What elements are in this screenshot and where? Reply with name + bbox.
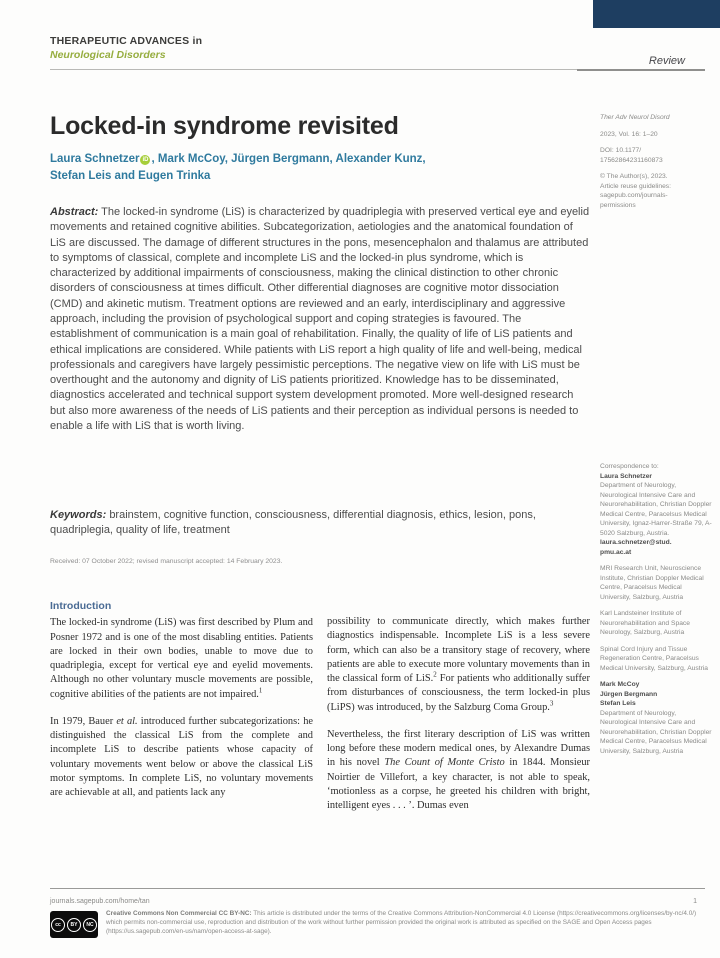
intro-paragraph-4: Nevertheless, the first literary description of LiS was written long before these modern medical ones, by Alexandre Dumas in his novel The Count of Monte Cristo in 1844. Monsieur Noirtier de Villefort, a key character, is not able to speak, ‘motionless as a corpse, he greeted his children with bright, intelligent eyes . . . ’. Dumas even xyxy=(327,728,590,811)
author-first: Laura Schnetzer xyxy=(50,153,140,165)
correspondence-address[interactable]: Correspondence to: Laura Schnetzer Department of Neurology, Neurological Intensive Care and Neurorehabilitation, Christian Doppler Medical Centre, Paracelsus Medical University, Ignaz-Harrer-Straße 79, A-5020 Salzburg, Austria. laura.schnetzer@stud. pmu.ac.at xyxy=(600,463,712,556)
affiliation-spinal-cord: Spinal Cord Injury and Tissue Regeneration Centre, Paracelsus Medical University, Salzburg, Austria xyxy=(600,645,709,672)
page-number: 1 xyxy=(693,898,697,905)
cc-nc-icon: NC xyxy=(83,918,97,932)
right-column xyxy=(327,599,590,826)
authors-line2: Stefan Leis and Eugen Trinka xyxy=(50,169,211,182)
affiliation-mri-unit: MRI Research Unit, Neuroscience Institute, Christian Doppler Medical Centre, Paracelsus Medical University, Salzburg, Austria xyxy=(600,565,704,601)
journal-series: THERAPEUTIC ADVANCES in xyxy=(50,35,203,47)
intro-paragraph-1: The locked-in syndrome (LiS) was first described by Plum and Posner 1972 and is one of the most disabling entities. Patients are locked in their own bodies, unable to move due to quadriplegia, except for vertical eye and eyelid movements. Although no other voluntary muscle movements are possible, cognitive abilities of the patients are not impaired.$^1$ xyxy=(50,617,313,700)
header-rule-accent xyxy=(577,69,705,71)
footer-rule xyxy=(50,888,705,889)
footer-journal-url[interactable]: journals.sagepub.com/home/tan xyxy=(50,898,150,905)
volume-issue: 2023, Vol. 16: 1–20 xyxy=(600,130,658,138)
journal-citation: Ther Adv Neurol Disord xyxy=(600,114,670,121)
cc-by-icon: BY xyxy=(67,918,81,932)
authors-line1-rest: , Mark McCoy, Jürgen Bergmann, Alexander Kunz, xyxy=(151,153,426,165)
body-columns xyxy=(50,599,590,826)
article-title: Locked-in syndrome revisited xyxy=(50,112,399,140)
author-names xyxy=(50,151,426,184)
article-type-label: Review xyxy=(648,55,685,67)
license-text xyxy=(106,910,706,937)
license-body: This article is distributed under the terms of the Creative Commons Attribution-NonCommercial 4.0 License (https://creativecommons.org/licenses/by-nc/4.0/) which permits non-commercial use, reproduction and distribution of the work without further permission provided the original work is attributed as specified on the SAGE and Open Access pages (https://us.sagepub.com/en-us/nam/open-access-at-sage). xyxy=(106,910,697,935)
orcid-icon[interactable]: iD xyxy=(142,157,149,163)
license-title: Creative Commons Non Commercial CC BY-NC: xyxy=(106,910,252,917)
margin-sidebar xyxy=(600,113,712,755)
coauthor-affiliations: Mark McCoy Jürgen Bergmann Stefan Leis Department of Neurology, Neurological Intensive Care and Neurorehabilitation, Christian Doppler Medical Centre, Paracelsus Medical University, Salzburg, Austria xyxy=(600,681,712,755)
intro-paragraph-2: In 1979, Bauer et al. introduced further subcategorizations: he distinguished the classical LiS from the complete and incomplete LiS to describe patients whose capacity of voluntary movements went below or above the classical LiS motor symptoms. In complete LiS, no voluntary movements are achievable at all, and patients lack any xyxy=(50,715,313,799)
abstract-label: Abstract: xyxy=(50,206,99,218)
left-column xyxy=(50,599,313,826)
abstract-text: The locked-in syndrome (LiS) is characterized by quadriplegia with preserved vertical eye and eyelid movements and retained cognitive abilities. Subcategorization, aetiologies and the anatomical foundation of LiS are discussed. The damage of different structures in the pons, mesencephalon and thalamus are attributed to symptoms of classical, complete and incomplete LiS and the locked-in plus syndrome, which is characterized by additional impairments of consciousness, making the clinical distinction to other chronic disorders of consciousness at times difficult. Other differential diagnoses are cognitive motor dissociation (CMD) and akinetic mutism. Treatment options are reviewed and an early, interdisciplinary and aggressive approach, including the provision of psychological support and coping strategies is favoured. The establishment of communication is a main goal of rehabilitation. Finally, the quality of life of LiS patients and ethical implications are considered. While patients with LiS report a high quality of life and well-being, medical professionals and caregivers have largely pessimistic perceptions. The negative view on life with LiS must be overthought and the autonomy and dignity of LiS patients prioritized. Knowledge has to be disseminated, diagnostics accelerated and technical support system development promoted. More well-designed research but also more awareness of the needs of LiS patients and their perception as individual persons is needed to enable a life with LiS that is worth living. xyxy=(50,206,590,432)
cc-icon: cc xyxy=(51,918,65,932)
copyright-reuse[interactable]: © The Author(s), 2023. Article reuse guidelines: sagepub.com/journals- permissions xyxy=(600,173,671,209)
journal-header xyxy=(50,35,705,70)
abstract-section xyxy=(50,205,590,434)
received-dates: Received: 07 October 2022; revised manuscript accepted: 14 February 2023. xyxy=(50,558,283,565)
intro-paragraph-3: possibility to communicate directly, which makes further diagnostics indispensable. Incomplete LiS is a less severe form, which can also be a transitory stage of recovery, where patients are able to execute more voluntary movements than in the classical form of LiS.$^2$ For patients who additionally suffer from disturbances of consciousness, the term locked-in plus (LiPS) was introduced, by the Salzburg Coma Group.$^3$ xyxy=(327,616,590,713)
affiliation-karl-landsteiner: Karl Landsteiner Institute of Neurorehabilitation and Space Neurology, Salzburg, Austria xyxy=(600,610,690,637)
doi[interactable]: DOI: 10.1177/ 17562864231160873 xyxy=(600,147,663,164)
keywords-text: brainstem, cognitive function, consciousness, differential diagnosis, ethics, lesion, pons, quadriplegia, quality of life, treatment xyxy=(50,509,536,536)
corner-tab xyxy=(593,0,720,28)
cc-license-badge xyxy=(50,911,98,938)
keywords-section xyxy=(50,508,590,538)
keywords-label: Keywords: xyxy=(50,509,107,521)
correspondence-section xyxy=(600,462,712,763)
section-title-introduction: Introduction xyxy=(50,600,112,612)
journal-name: Neurological Disorders xyxy=(50,49,166,61)
